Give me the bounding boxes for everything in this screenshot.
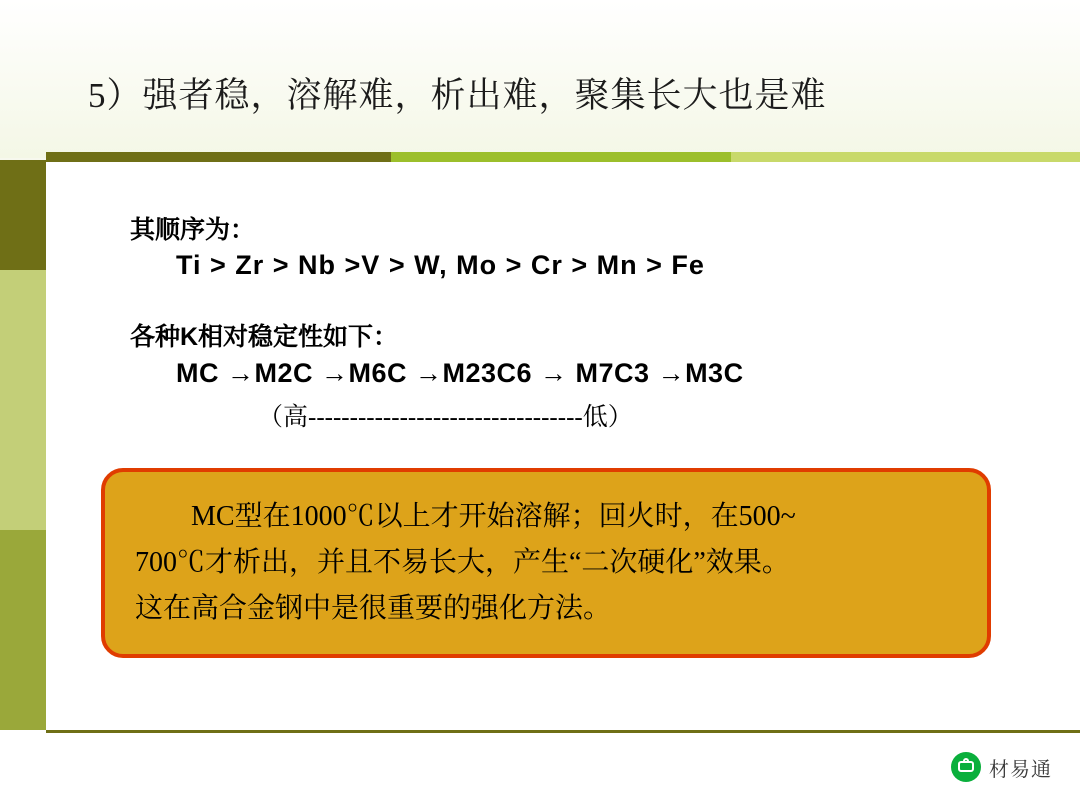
footer-divider	[46, 730, 1080, 733]
element-sequence: Ti > Zr > Nb >V > W, Mo > Cr > Mn > Fe	[176, 250, 705, 280]
slide-body	[46, 162, 1080, 732]
footer-logo	[951, 752, 1052, 782]
rail-block-bottom	[0, 730, 46, 810]
highlight-callout	[101, 468, 991, 658]
title-stripe-light-green	[731, 152, 1080, 162]
carbide-stability-sequence: MC →M2C →M6C →M23C6 → M7C3 →M3C	[176, 358, 744, 388]
title-stripe-dark-olive	[46, 152, 391, 162]
rail-block-dark	[0, 160, 46, 270]
title-stripe-green	[391, 152, 731, 162]
rail-block-mid	[0, 270, 46, 530]
callout-line-1: MC型在1000℃以上才开始溶解；回火时，在500~	[191, 501, 796, 532]
label-stability: 各种K相对稳定性如下：	[130, 323, 399, 351]
rail-block-low	[0, 530, 46, 730]
footer-logo-label: 材易通	[989, 758, 1052, 781]
slide-title: 5）强者稳，溶解难，析出难，聚集长大也是难	[88, 76, 827, 115]
title-band	[0, 0, 1080, 158]
wechat-logo-icon	[951, 752, 981, 782]
callout-line-2: 700℃才析出，并且不易长大，产生“二次硬化”效果。	[135, 547, 790, 578]
stability-scale-label: （高---------------------------------低）	[258, 404, 633, 431]
callout-line-3: 这在高合金钢中是很重要的强化方法。	[135, 593, 612, 624]
label-sequence: 其顺序为：	[130, 216, 256, 244]
